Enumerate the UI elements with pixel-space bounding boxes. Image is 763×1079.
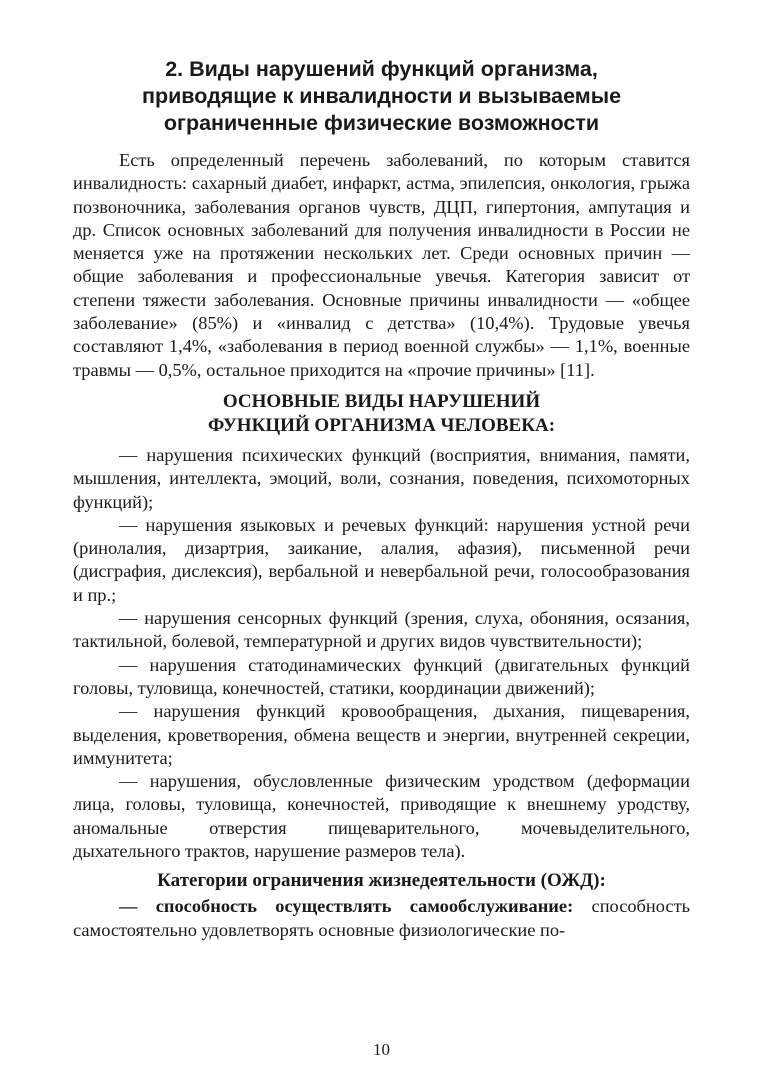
categories-heading: Категории ограничения жизнедеятельности (ОЖД):: [157, 870, 606, 892]
page-content: [73, 56, 690, 942]
list-item: — нарушения функций кровообращения, дыхания, пищеварения, выделения, кроветворения, обмена веществ и энергии, внутренней секреции, иммунитета;: [73, 701, 690, 768]
title-line-2: приводящие к инвалидности и вызываемые: [141, 84, 622, 108]
list-item: — нарушения психических функций (восприятия, внимания, памяти, мышления, интеллекта, эмоций, воли, сознания, поведения, психомоторных функций);: [73, 444, 690, 512]
title-line-3: ограниченные физические возможности: [163, 111, 600, 135]
subheading-line-1: ОСНОВНЫЕ ВИДЫ НАРУШЕНИЙ: [222, 390, 541, 412]
list-item: — нарушения языковых и речевых функций: нарушения устной речи (ринолалия, дизартрия, заикание, алалия, афазия), письменной речи (дисграфия, дислексия), вербальной и невербальной речи, голосообразования и пр.;: [73, 514, 690, 605]
last-paragraph: [73, 895, 690, 942]
last-paragraph-bold: — способность осуществлять самообслуживание:: [119, 896, 574, 917]
list-item: — нарушения сенсорных функций (зрения, слуха, обоняния, осязания, тактильной, болевой, температурной и других видов чувствительности);: [73, 608, 690, 652]
section-subheading: [73, 390, 690, 438]
last-paragraph-rest: способность самостоятельно удовлетворять основные физиологические по-: [73, 896, 690, 940]
page-title: [73, 56, 690, 137]
title-line-1: 2. Виды нарушений функций организма,: [165, 57, 598, 81]
list-item: — нарушения статодинамических функций (двигательных функций головы, туловища, конечностей, статики, координации движений);: [73, 654, 690, 698]
subheading-line-2: ФУНКЦИЙ ОРГАНИЗМА ЧЕЛОВЕКА:: [207, 414, 556, 436]
intro-paragraph: Есть определенный перечень заболеваний, по которым ставится инвалидность: сахарный диабет, инфаркт, астма, эпилепсия, онкология, грыжа позвоночника, заболевания органов чувств, ДЦП, гипертония, ампутация и др. Список основных заболеваний для получения инвалидности в России не меняется уже на протяжении нескольких лет. Среди основных причин — общие заболевания и профессиональные увечья. Категория зависит от степени тяжести заболевания. Основные причины инвалидности — «общее заболевание» (85%) и «инвалид с детства» (10,4%). Трудовые увечья составляют 1,4%, «заболевания в период военной службы» — 1,1%, военные травмы — 0,5%, остальное приходится на «прочие причины» [11].: [73, 150, 690, 380]
page-number: 10: [373, 1040, 390, 1059]
list-item: — нарушения, обусловленные физическим уродством (деформации лица, головы, туловища, конечностей, приводящие к внешнему уродству, аномальные отверстия пищеварительного, мочевыделительного, дыхательного трактов, нарушение размеров тела).: [73, 771, 690, 862]
